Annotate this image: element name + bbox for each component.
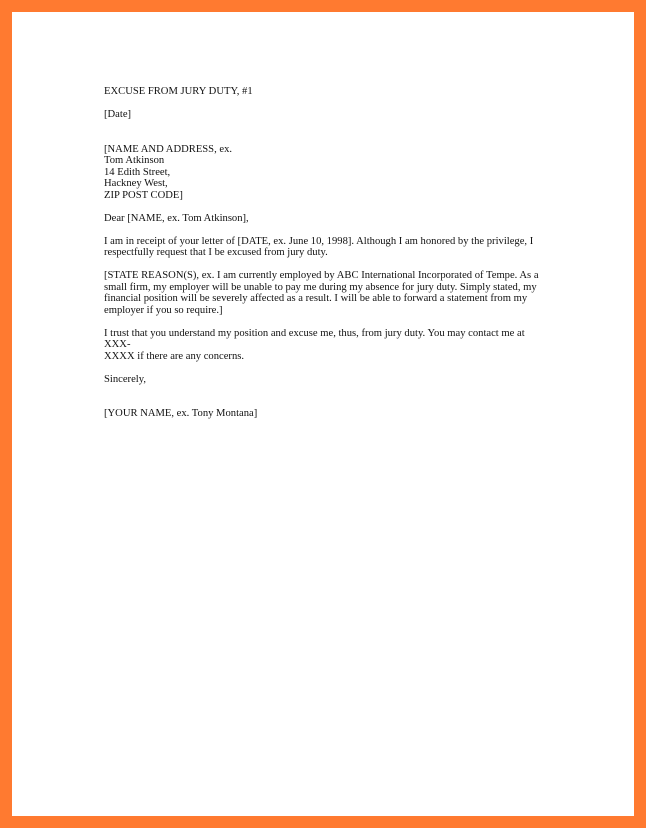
paragraph-1 xyxy=(104,236,544,259)
letter-document xyxy=(104,86,544,420)
paragraph-line: I trust that you understand my position and excuse me, thus, from jury duty. You may contact me at XXX- xyxy=(104,327,525,350)
paragraph-2 xyxy=(104,270,544,316)
salutation: Dear [NAME, ex. Tom Atkinson], xyxy=(104,212,249,224)
letter-title: EXCUSE FROM JURY DUTY, #1 xyxy=(104,86,253,97)
address-line: Tom Atkinson xyxy=(104,155,165,166)
paragraph-line: XXXX if there are any concerns. xyxy=(104,350,245,362)
paragraph-line: [STATE REASON(S), ex. I am currently employed by ABC International Incorporated of Tempe. As a xyxy=(104,270,539,281)
page-frame xyxy=(12,12,634,816)
address-line: [NAME AND ADDRESS, ex. xyxy=(104,143,233,155)
letter-date: [Date] xyxy=(104,109,132,120)
paragraph-line: I am in receipt of your letter of [DATE, ex. June 10, 1998]. Although I am honored by the privilege, I xyxy=(104,235,534,247)
paragraph-line: financial position will be severely affected as a result. I will be able to forward a statement from my xyxy=(104,293,528,304)
paragraph-line: employer if you so require.] xyxy=(104,304,223,316)
paragraph-line: small firm, my employer will be unable to pay me during my absence for jury duty. Simply stated, my xyxy=(104,281,537,293)
recipient-address xyxy=(104,144,544,202)
closing: Sincerely, xyxy=(104,373,146,385)
address-line: ZIP POST CODE] xyxy=(104,189,183,201)
paragraph-line: respectfully request that I be excused from jury duty. xyxy=(104,247,328,258)
paragraph-3 xyxy=(104,328,544,363)
address-line: Hackney West, xyxy=(104,178,168,189)
address-line: 14 Edith Street, xyxy=(104,166,171,178)
signature: [YOUR NAME, ex. Tony Montana] xyxy=(104,408,258,419)
